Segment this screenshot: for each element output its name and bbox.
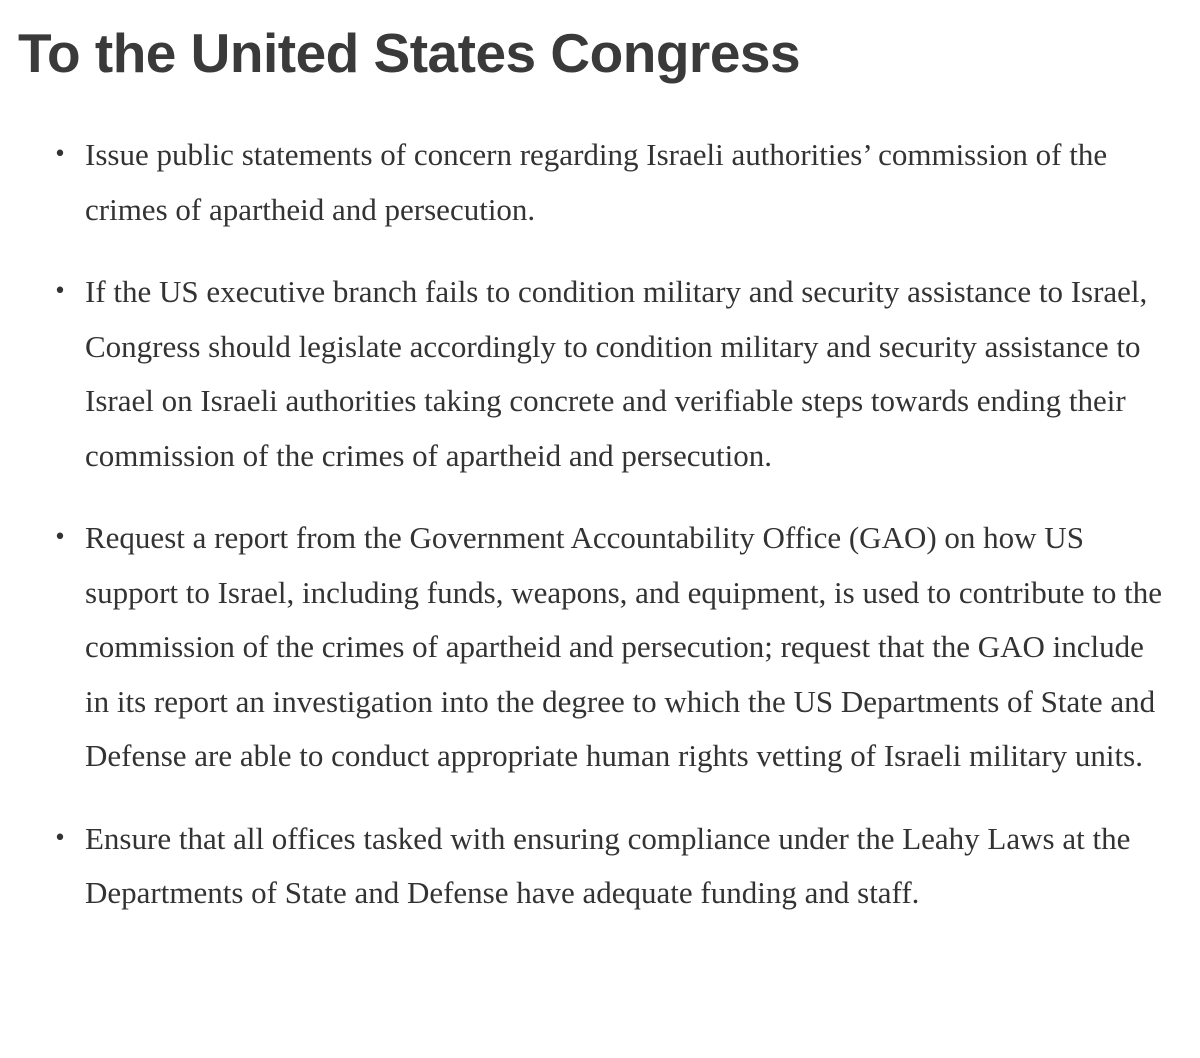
- recommendations-list: [18, 128, 1172, 921]
- list-item-text: Issue public statements of concern regarding Israeli authorities’ commission of the crimes of apartheid and persecution.: [85, 137, 1108, 227]
- list-item: [18, 812, 1172, 921]
- list-item: [18, 265, 1172, 483]
- list-item: [18, 511, 1172, 784]
- list-item-text: If the US executive branch fails to condition military and security assistance to Israel, Congress should legislate accordingly to condition military and security assistance to Israel on Israeli authorities taking concrete and verifiable steps towards ending their commission of the crimes of apartheid and persecution.: [85, 274, 1148, 473]
- list-item-text: Request a report from the Government Accountability Office (GAO) on how US support to Israel, including funds, weapons, and equipment, is used to contribute to the commission of the crimes of apartheid and persecution; request that the GAO include in its report an investigation into the degree to which the US Departments of State and Defense are able to conduct appropriate human rights vetting of Israeli military units.: [85, 520, 1163, 773]
- list-item-text: Ensure that all offices tasked with ensuring compliance under the Leahy Laws at the Departments of State and Defense have adequate funding and staff.: [85, 820, 1131, 910]
- bullet-icon: •: [53, 825, 67, 851]
- bullet-icon: •: [53, 142, 67, 167]
- bullet-icon: •: [53, 525, 67, 550]
- bullet-icon: •: [53, 279, 67, 304]
- page-title: To the United States Congress: [18, 22, 801, 84]
- list-item: [18, 128, 1172, 237]
